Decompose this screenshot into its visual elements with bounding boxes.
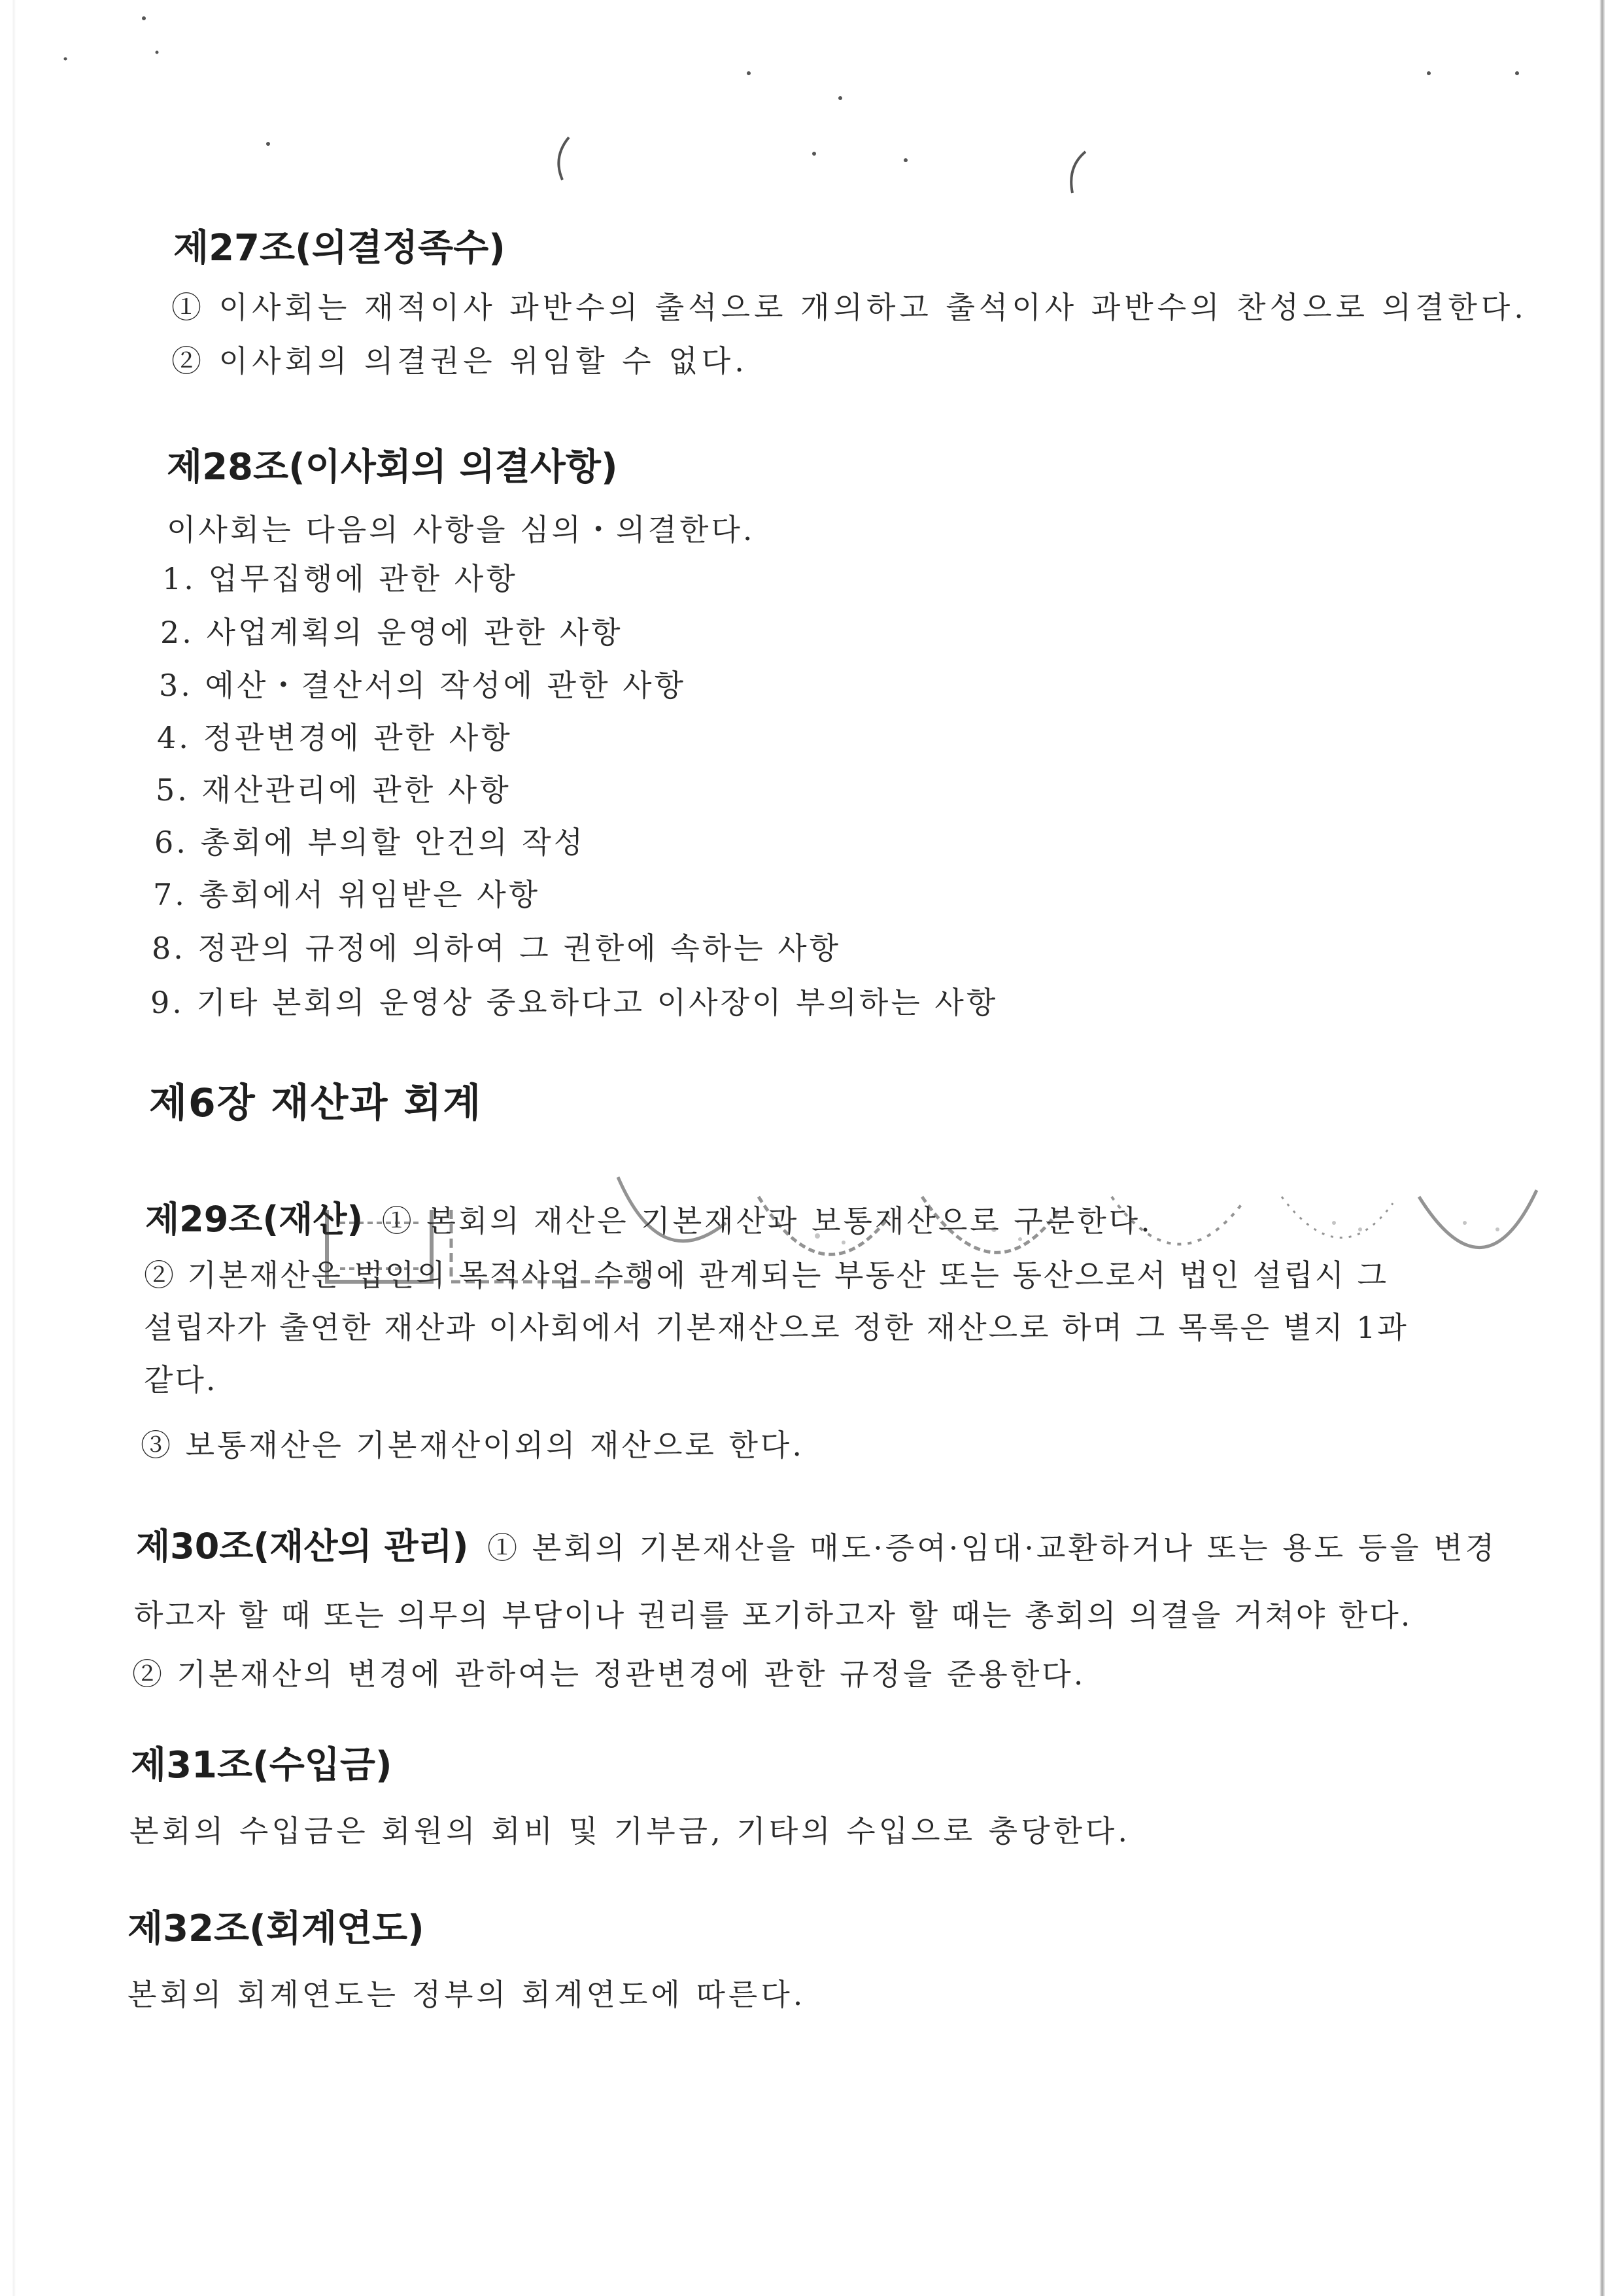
article-28-heading: 제28조(이사회의 의결사항)	[167, 446, 618, 488]
article-29-item-1: ① 본회의 재산은 기본재산과 보통재산으로 구분한다.	[381, 1203, 1153, 1239]
article-28-item-2: 2. 사업계획의 운영에 관한 사항	[160, 615, 623, 650]
article-28-item-5: 5. 재산관리에 관한 사항	[156, 772, 511, 808]
article-30-heading: 제30조(재산의 관리)	[136, 1526, 469, 1567]
article-30-item-1-line-1: ① 본회의 기본재산을 매도·증여·임대·교환하거나 또는 용도 등을 변경	[487, 1530, 1497, 1566]
chapter-6-title: 제6장 재산과 회계	[149, 1080, 483, 1126]
article-28-item-6: 6. 총회에 부의할 안건의 작성	[154, 825, 586, 860]
article-28-item-1: 1. 업무집행에 관한 사항	[162, 561, 518, 596]
article-28-item-4: 4. 정관변경에 관한 사항	[157, 720, 513, 755]
article-29-heading: 제29조(재산)	[145, 1199, 364, 1240]
article-27-item-2: ② 이사회의 의결권은 위임할 수 없다.	[171, 343, 748, 379]
article-27-item-1: ① 이사회는 재적이사 과반수의 출석으로 개의하고 출석이사 과반수의 찬성으로 의결한다.	[171, 290, 1528, 325]
article-28-item-7: 7. 총회에서 위임받은 사항	[153, 877, 541, 912]
article-32-text: 본회의 회계연도는 정부의 회계연도에 따른다.	[128, 1977, 806, 2012]
article-28-intro: 이사회는 다음의 사항을 심의・의결한다.	[167, 512, 755, 547]
article-29-item-3: ③ 보통재산은 기본재산이외의 재산으로 한다.	[141, 1428, 804, 1463]
article-31-heading: 제31조(수입금)	[131, 1744, 392, 1787]
article-29-item-2-line-2: 설립자가 출연한 재산과 이사회에서 기본재산으로 정한 재산으로 하며 그 목록은 별지 1과	[144, 1310, 1409, 1345]
article-29-item-2-line-1: ② 기본재산은 법인의 목적사업 수행에 관계되는 부동산 또는 동산으로서 법인 설립시 그	[144, 1258, 1389, 1293]
article-28-item-9: 9. 기타 본회의 운영상 중요하다고 이사장이 부의하는 사항	[150, 985, 999, 1020]
article-32-heading: 제32조(회계연도)	[128, 1908, 424, 1950]
article-28-item-8: 8. 정관의 규정에 의하여 그 권한에 속하는 사항	[152, 931, 842, 966]
article-30-item-2: ② 기본재산의 변경에 관하여는 정관변경에 관한 규정을 준용한다.	[132, 1656, 1086, 1692]
article-29-item-2-line-3: 같다.	[144, 1362, 218, 1397]
article-31-text: 본회의 수입금은 회원의 회비 및 기부금, 기타의 수입으로 충당한다.	[129, 1813, 1131, 1849]
article-30-item-1-line-2: 하고자 할 때 또는 의무의 부담이나 권리를 포기하고자 할 때는 총회의 의결을 거쳐야 한다.	[134, 1598, 1412, 1633]
article-28-item-3: 3. 예산・결산서의 작성에 관한 사항	[159, 668, 687, 703]
article-27-heading: 제27조(의결정족수)	[173, 227, 505, 269]
